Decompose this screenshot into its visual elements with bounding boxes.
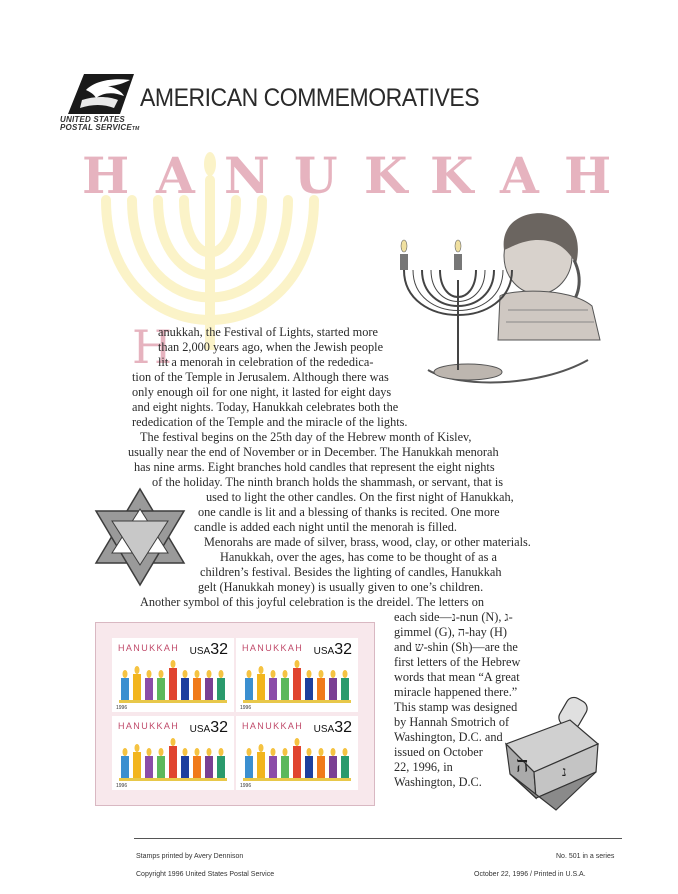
footer-printer: Stamps printed by Avery Dennison [136,853,244,860]
candle-flame [159,748,164,756]
title-letter: K [430,146,474,205]
stamp-value: 32 [334,719,352,736]
body-line: miracle happened there.” [394,685,518,699]
candle-flame [171,738,176,746]
body-line: usually near the end of November or in December. The Hanukkah menorah [128,445,499,459]
candle-flame [259,666,264,674]
dreidel-icon [486,694,616,814]
body-line: issued on October [394,745,483,759]
candle [269,678,277,700]
candle [121,756,129,778]
body-line: and eight nights. Today, Hanukkah celebrates both the [132,400,399,414]
candle [305,756,313,778]
candle-flame [219,748,224,756]
stamp-value: 32 [210,641,228,658]
candle-flame [171,660,176,668]
candle [169,746,177,778]
candle [329,756,337,778]
candle-flame [331,670,336,678]
stamp-denomination [314,641,352,659]
body-line: Another symbol of this joyful celebration is the dreidel. The letters on [140,595,485,609]
candle [193,756,201,778]
body-line: of the holiday. The ninth branch holds the shammash, or servant, that is [152,475,504,489]
stamp-label: HANUKKAH [118,643,180,653]
menorah-base [243,778,351,781]
candle-flame [283,670,288,678]
stamp-country: USA [189,724,211,735]
footer-divider [134,838,622,839]
candle [205,678,213,700]
candle-flame [195,670,200,678]
candle [157,756,165,778]
candle [133,752,141,778]
stamp [236,638,358,712]
stamp-year: 1996 [240,705,252,711]
candle [257,674,265,700]
body-line: only enough oil for one night, it lasted for eight days [132,385,392,399]
title-letter: K [364,146,408,205]
stamp [236,716,358,790]
body-line: Washington, D.C. and [394,730,503,744]
title-letter: N [224,146,270,205]
title-letter: H [82,146,130,205]
body-line: This stamp was designed [394,700,518,714]
candle-flame [295,738,300,746]
body-line: The festival begins on the 25th day of the Hebrew month of Kislev, [140,430,472,444]
candle [281,678,289,700]
candle-flame [147,670,152,678]
body-line: gelt (Hanukkah money) is usually given to one’s children. [198,580,484,594]
candle [169,668,177,700]
candle-flame [319,670,324,678]
candle [341,756,349,778]
org-line1: UNITED STATES [60,115,125,124]
candle [293,746,301,778]
candle [217,678,225,700]
menorah-candles-icon [117,660,229,704]
candle [317,678,325,700]
candle [245,756,253,778]
candle-flame [123,748,128,756]
drop-cap: H [132,320,173,374]
candle [145,678,153,700]
candle-flame [283,748,288,756]
candle [181,756,189,778]
candle-flame [207,670,212,678]
stamp-country: USA [189,646,211,657]
candle-flame [207,748,212,756]
candle-flame [135,744,140,752]
candle [133,674,141,700]
trademark: TM [131,126,140,132]
candle [281,756,289,778]
candle-flame [195,748,200,756]
stamp-value: 32 [210,719,228,736]
body-line: anukkah, the Festival of Lights, started more [158,325,378,339]
body-line: gimmel (G), ה-hay (H) [394,625,507,639]
body-line: words that mean “A great [394,670,520,684]
candle-flame [331,748,336,756]
child-menorah-engraving-icon [388,210,610,390]
candle-flame [271,748,276,756]
stamp-value: 32 [334,641,352,658]
header-title: AMERICAN COMMEMORATIVES [140,84,480,112]
candle [245,678,253,700]
body-line: used to light the other candles. On the first night of Hanukkah, [206,490,514,504]
body-line: one candle is lit and a blessing of thanks is recited. One more [198,505,500,519]
footer-copyright: Copyright 1996 United States Postal Service [136,871,275,878]
candle-flame [319,748,324,756]
star-of-david-icon [92,487,188,587]
body-line: children’s festival. Besides the lighting of candles, Hanukkah [200,565,502,579]
stamp-label: HANUKKAH [242,721,304,731]
body-line: by Hannah Smotrich of [394,715,510,729]
menorah-base [119,778,227,781]
usps-eagle-logo-icon [64,70,136,116]
menorah-candles-icon [117,738,229,782]
candle [217,756,225,778]
candle-flame [147,748,152,756]
candle-flame [295,660,300,668]
usps-wordmark [60,116,139,133]
body-line: than 2,000 years ago, when the Jewish people [158,340,384,354]
candle [257,752,265,778]
stamp-denomination [190,641,228,659]
menorah-candles-icon [241,738,353,782]
menorah-candles-icon [241,660,353,704]
candle [269,756,277,778]
footer-date: October 22, 1996 / Printed in U.S.A. [474,871,586,878]
candle-flame [183,670,188,678]
footer-series: No. 501 in a series [556,853,615,860]
menorah-base [119,700,227,703]
candle-flame [219,670,224,678]
stamp-label: HANUKKAH [118,721,180,731]
candle-flame [259,744,264,752]
candle-flame [343,748,348,756]
stamp-year: 1996 [116,783,128,789]
org-line2: POSTAL SERVICE [60,123,132,132]
candle [181,678,189,700]
body-line: each side—נ-nun (N), ג- [394,610,513,624]
candle [193,678,201,700]
candle-flame [247,748,252,756]
candle [341,678,349,700]
dreidel-letter: ה [516,753,529,778]
body-line: and ש-shin (Sh)—are the [394,640,518,654]
stamp-year: 1996 [240,783,252,789]
stamp-year: 1996 [116,705,128,711]
candle [121,678,129,700]
body-line: tion of the Temple in Jerusalem. Although there was [132,370,389,384]
body-line: Menorahs are made of silver, brass, wood, clay, or other materials. [204,535,531,549]
stamp [112,716,234,790]
body-line: 22, 1996, in [394,760,453,774]
hanukkah-title [80,146,612,206]
body-line: Hanukkah, over the ages, has come to be thought of as a [220,550,497,564]
menorah-base [243,700,351,703]
candle-flame [247,670,252,678]
candle-flame [307,748,312,756]
candle [157,678,165,700]
body-line: candle is added each night until the menorah is filled. [194,520,457,534]
title-letter: A [500,146,539,205]
candle-flame [343,670,348,678]
candle [329,678,337,700]
body-line: first letters of the Hebrew [394,655,521,669]
candle-flame [135,666,140,674]
title-letter: U [294,146,338,205]
stamp [112,638,234,712]
title-letter: H [564,146,612,205]
candle [305,678,313,700]
stamp-label: HANUKKAH [242,643,304,653]
dreidel-letter: נ [562,764,567,780]
candle-flame [271,670,276,678]
candle-flame [307,670,312,678]
body-line: Washington, D.C. [394,775,482,789]
stamp-country: USA [313,646,335,657]
candle [293,668,301,700]
stamp-pane [95,622,375,806]
body-line: rededication of the Temple and the miracle of the lights. [132,415,408,429]
candle-flame [183,748,188,756]
candle [205,756,213,778]
stamp-denomination [314,719,352,737]
body-line: has nine arms. Eight branches hold candles that represent the eight nights [134,460,495,474]
stamp-denomination [190,719,228,737]
title-letter: A [156,146,195,205]
stamp-country: USA [313,724,335,735]
body-line: lit a menorah in celebration of the rededica- [158,355,374,369]
candle [317,756,325,778]
candle [145,756,153,778]
candle-flame [159,670,164,678]
candle-flame [123,670,128,678]
